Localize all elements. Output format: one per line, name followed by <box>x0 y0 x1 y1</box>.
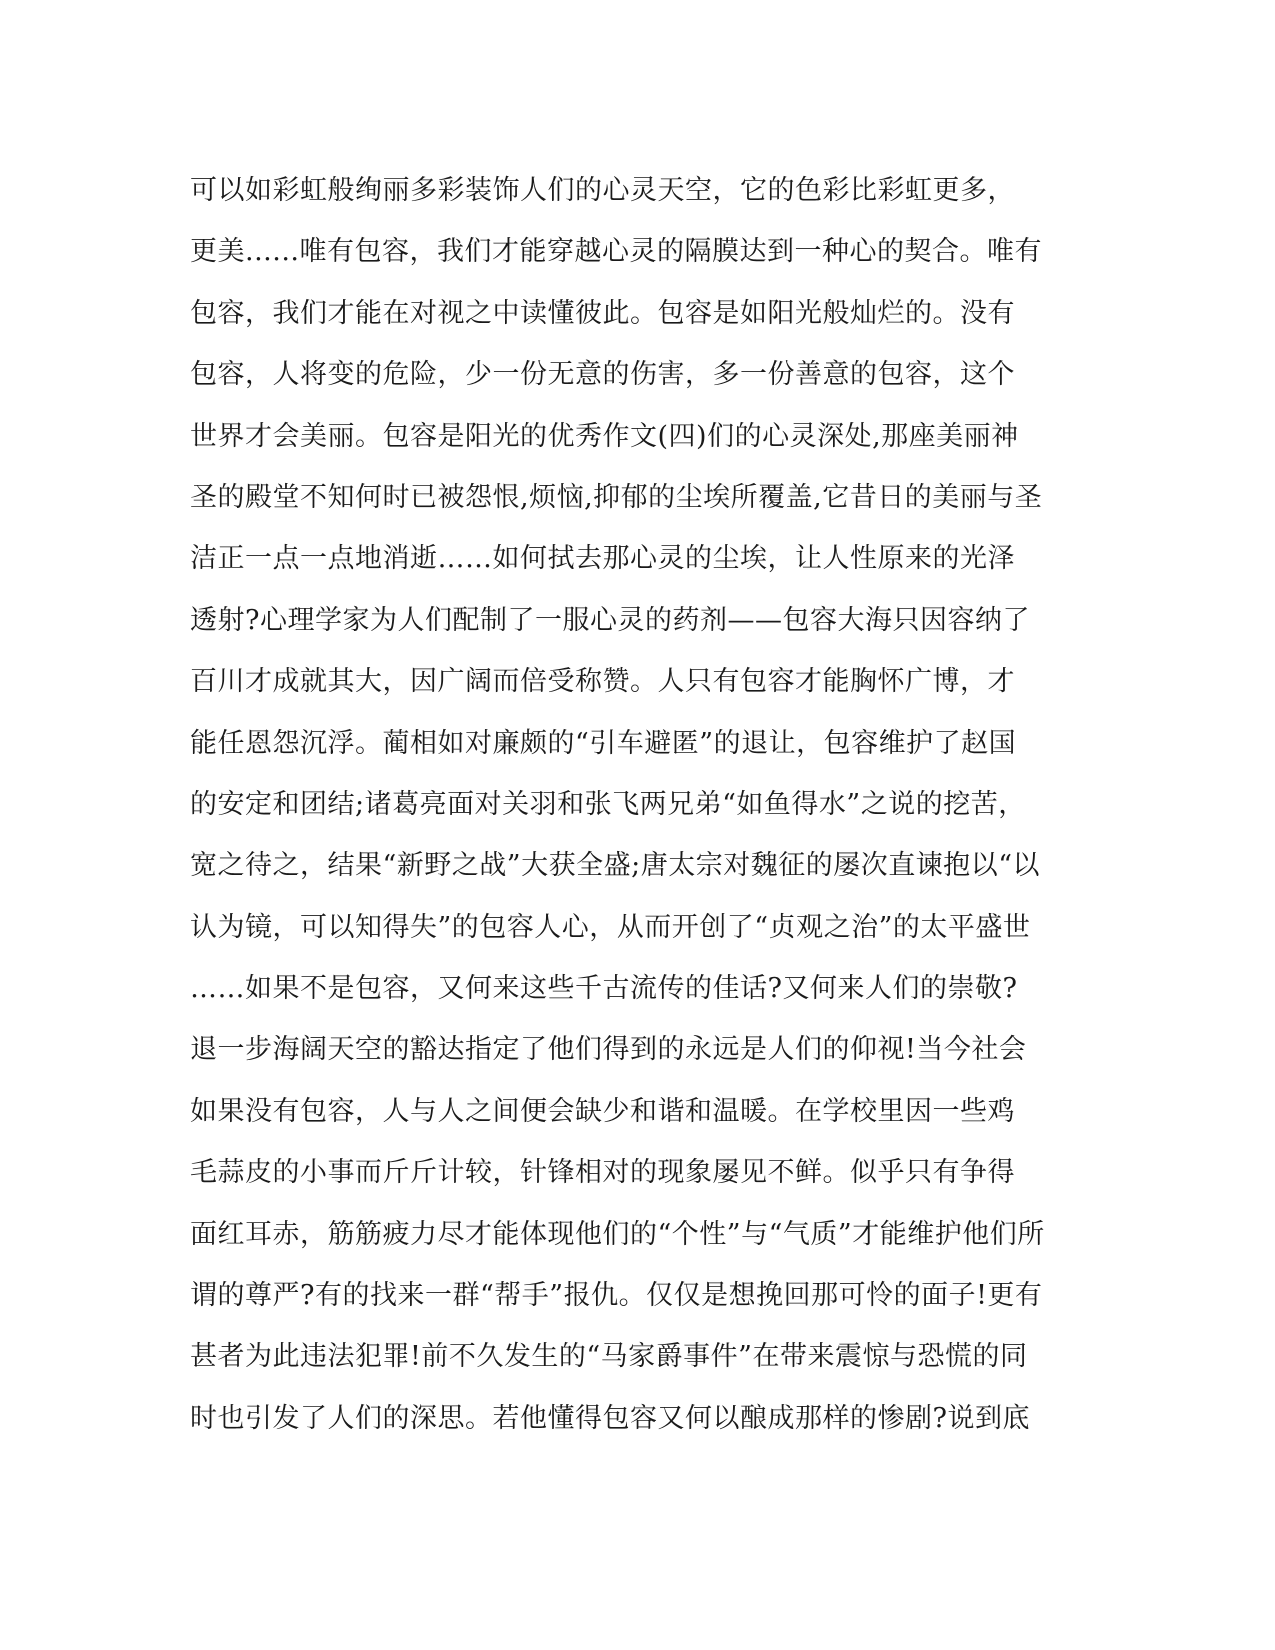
text-line: 可以如彩虹般绚丽多彩装饰人们的心灵天空，它的色彩比彩虹更多， <box>190 175 1015 206</box>
text-line: 认为镜，可以知得失”的包容人心，从而开创了“贞观之治”的太平盛世 <box>190 911 1031 943</box>
text-line: 洁正一点一点地消逝……如何拭去那心灵的尘埃，让人性原来的光泽 <box>190 543 1015 575</box>
text-line: 面红耳赤，筋筋疲力尽才能体现他们的“个性”与“气质”才能维护他们所 <box>190 1218 1045 1250</box>
text-line: 退一步海阔天空的豁达指定了他们得到的永远是人们的仰视!当今社会 <box>190 1034 1027 1066</box>
text-line: 的安定和团结;诸葛亮面对关羽和张飞两兄弟“如鱼得水”之说的挖苦， <box>190 788 1026 820</box>
text-line: ……如果不是包容，又何来这些千古流传的佳话?又何来人们的崇敬? <box>190 973 1018 1005</box>
text-line: 谓的尊严?有的找来一群“帮手”报仇。仅仅是想挽回那可怜的面子!更有 <box>190 1280 1043 1312</box>
text-line: 时也引发了人们的深思。若他懂得包容又何以酿成那样的惨剧?说到底 <box>190 1402 1030 1434</box>
text-line: 如果没有包容，人与人之间便会缺少和谐和温暖。在学校里因一些鸡 <box>190 1095 1015 1127</box>
text-line: 甚者为此违法犯罪!前不久发生的“马家爵事件”在带来震惊与恐慌的同 <box>190 1341 1028 1373</box>
text-line: 毛蒜皮的小事而斤斤计较，针锋相对的现象屡见不鲜。似乎只有争得 <box>190 1157 1015 1189</box>
text-line: 更美......唯有包容，我们才能穿越心灵的隔膜达到一种心的契合。唯有 <box>190 236 1042 268</box>
text-line: 包容，人将变的危险，少一份无意的伤害，多一份善意的包容，这个 <box>190 359 1015 391</box>
text-line: 世界才会美丽。包容是阳光的优秀作文(四)们的心灵深处,那座美丽神 <box>190 420 1019 452</box>
text-line: 能任恩怨沉浮。蔺相如对廉颇的“引车避匿”的退让，包容维护了赵国 <box>190 727 1017 759</box>
body-text <box>190 160 1090 1449</box>
text-line: 透射?心理学家为人们配制了一服心灵的药剂——包容大海只因容纳了 <box>190 604 1030 636</box>
text-line: 宽之待之，结果“新野之战”大获全盛;唐太宗对魏征的屡次直谏抱以“以 <box>190 850 1041 882</box>
text-line: 包容，我们才能在对视之中读懂彼此。包容是如阳光般灿烂的。没有 <box>190 297 1015 329</box>
text-line: 百川才成就其大，因广阔而倍受称赞。人只有包容才能胸怀广博，才 <box>190 666 1015 698</box>
text-line: 圣的殿堂不知何时已被怨恨,烦恼,抑郁的尘埃所覆盖,它昔日的美丽与圣 <box>190 481 1043 513</box>
